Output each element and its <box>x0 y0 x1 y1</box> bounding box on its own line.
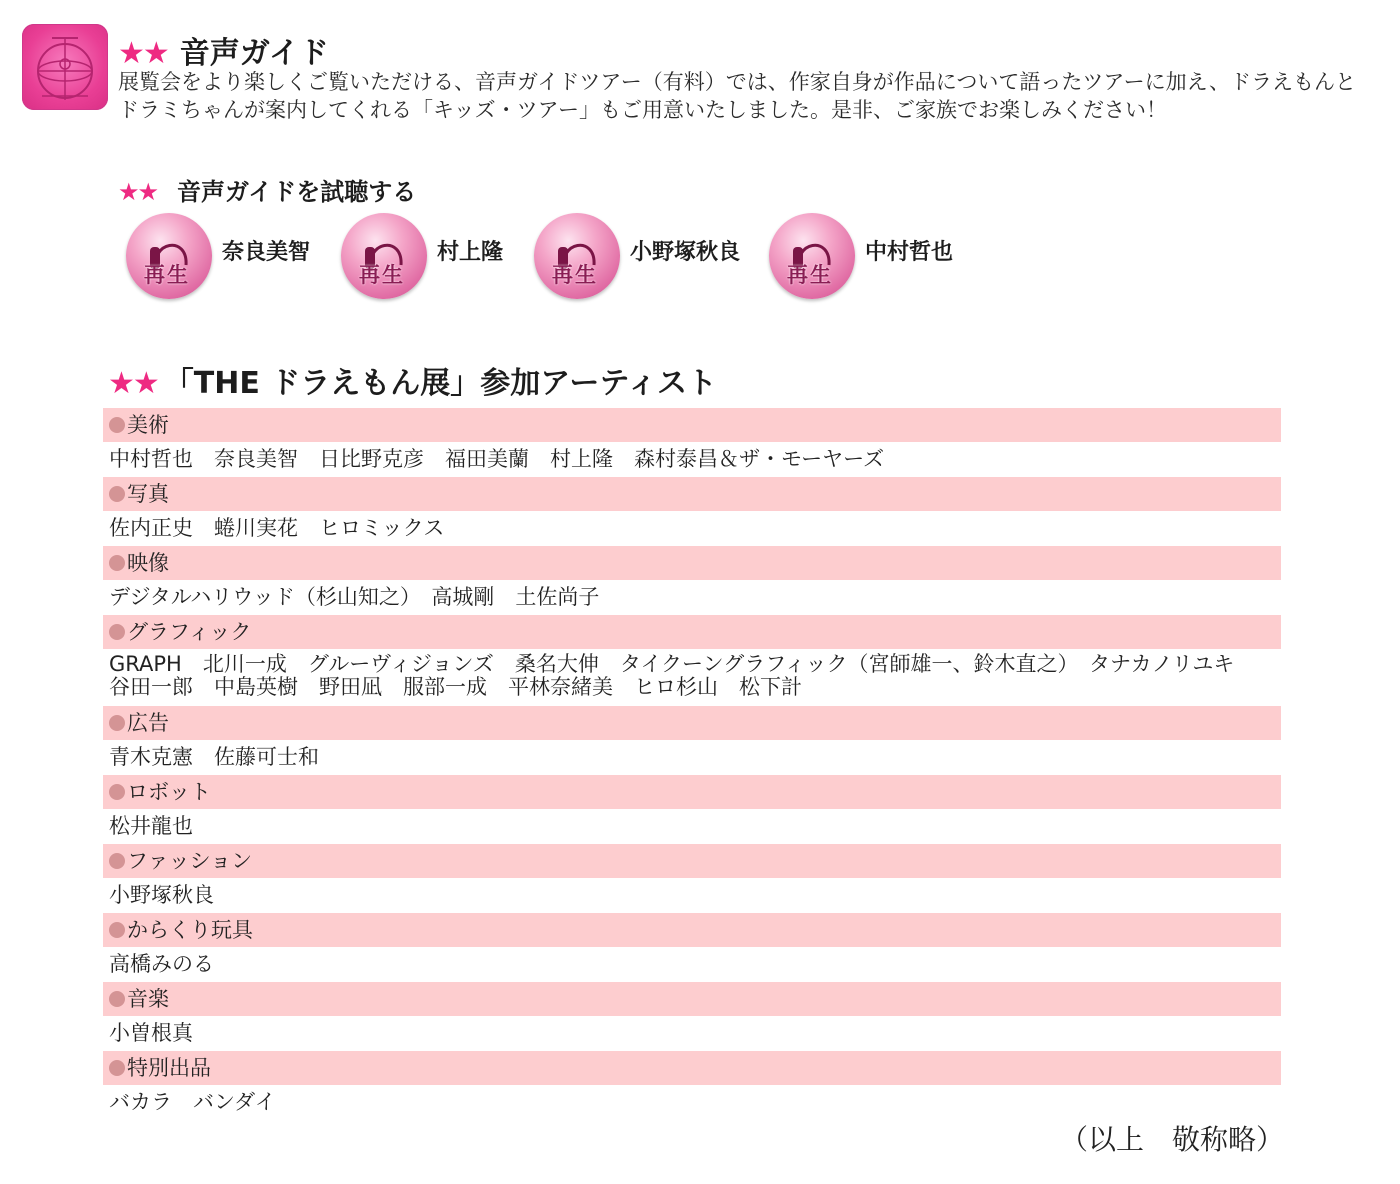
category-label: 音楽 <box>127 987 169 1011</box>
play-button[interactable] <box>126 213 212 299</box>
play-label: 再生 <box>787 263 833 287</box>
category-label: ファッション <box>127 849 253 873</box>
category-label: 写真 <box>127 482 169 506</box>
bullet-icon <box>109 784 125 800</box>
category-header <box>103 775 1281 809</box>
bullet-icon <box>109 1060 125 1076</box>
artist-names: 小野塚秋良 <box>109 883 214 907</box>
artist-names: GRAPH 北川一成 グルーヴィジョンズ 桑名大伸 タイクーングラフィック（宮師雄一、鈴木直之） タナカノリユキ 谷田一郎 中島英樹 野田凪 服部一成 平林奈緒美 ヒロ杉山 松下計 <box>109 652 1256 699</box>
artist-names: デジタルハリウッド（杉山知之） 高城剛 土佐尚子 <box>109 585 600 609</box>
play-button[interactable] <box>534 213 620 299</box>
category-label: ロボット <box>127 780 211 804</box>
artist-list <box>103 407 1281 1119</box>
audio-guide-logo <box>22 24 108 110</box>
category-header <box>103 1051 1281 1085</box>
category-header <box>103 844 1281 878</box>
bullet-icon <box>109 853 125 869</box>
artists-title: 「THE ドラえもん展」参加アーティスト <box>163 366 718 401</box>
star-icon: ★★ <box>108 366 158 401</box>
category-header <box>103 546 1281 580</box>
honorifics-note: （以上 敬称略） <box>1060 1123 1285 1156</box>
globe-emblem-icon <box>22 24 108 110</box>
category-label: 特別出品 <box>127 1056 211 1080</box>
bullet-icon <box>109 624 125 640</box>
category-header <box>103 477 1281 511</box>
player-name[interactable]: 中村哲也 <box>865 240 954 265</box>
star-icon: ★★ <box>118 178 158 206</box>
category-header <box>103 913 1281 947</box>
artist-names: 高橋みのる <box>109 952 214 976</box>
category-header <box>103 615 1281 649</box>
player-name[interactable]: 奈良美智 <box>222 240 311 265</box>
category-header <box>103 408 1281 442</box>
artist-names: 中村哲也 奈良美智 日比野克彦 福田美蘭 村上隆 森村泰昌＆ザ・モーヤーズ <box>109 447 885 471</box>
player-name[interactable]: 小野塚秋良 <box>630 240 741 265</box>
player-name[interactable]: 村上隆 <box>437 240 504 265</box>
category-label: 美術 <box>127 413 169 437</box>
audio-guide-title: 音声ガイド <box>179 36 329 71</box>
listen-title: 音声ガイドを試聴する <box>177 178 417 206</box>
artist-names: 松井龍也 <box>109 814 193 838</box>
audio-guide-description: 展覧会をより楽しくご覧いただける、音声ガイドツアー（有料）では、作家自身が作品について語ったツアーに加え、ドラえもんとドラミちゃんが案内してくれる「キッズ・ツアー」もご用意いたしました。是非、ご家族でお楽しみください！ <box>118 70 1356 122</box>
play-button[interactable] <box>769 213 855 299</box>
audio-guide-heading <box>118 28 329 72</box>
bullet-icon <box>109 922 125 938</box>
artist-names: 佐内正史 蜷川実花 ヒロミックス <box>109 516 445 540</box>
category-header <box>103 982 1281 1016</box>
play-label: 再生 <box>359 263 405 287</box>
artist-names: バカラ バンダイ <box>109 1090 276 1114</box>
star-icon: ★★ <box>118 36 168 71</box>
bullet-icon <box>109 715 125 731</box>
artist-names: 青木克憲 佐藤可士和 <box>109 745 319 769</box>
play-label: 再生 <box>552 263 598 287</box>
category-header <box>103 706 1281 740</box>
bullet-icon <box>109 417 125 433</box>
category-label: 映像 <box>127 551 169 575</box>
category-label: グラフィック <box>127 620 252 644</box>
bullet-icon <box>109 486 125 502</box>
play-label: 再生 <box>144 263 190 287</box>
play-button[interactable] <box>341 213 427 299</box>
bullet-icon <box>109 555 125 571</box>
artist-names: 小曽根真 <box>109 1021 193 1045</box>
listen-heading <box>118 172 416 207</box>
bullet-icon <box>109 991 125 1007</box>
artists-heading <box>108 358 717 402</box>
category-label: からくり玩具 <box>127 918 253 942</box>
category-label: 広告 <box>127 711 169 735</box>
